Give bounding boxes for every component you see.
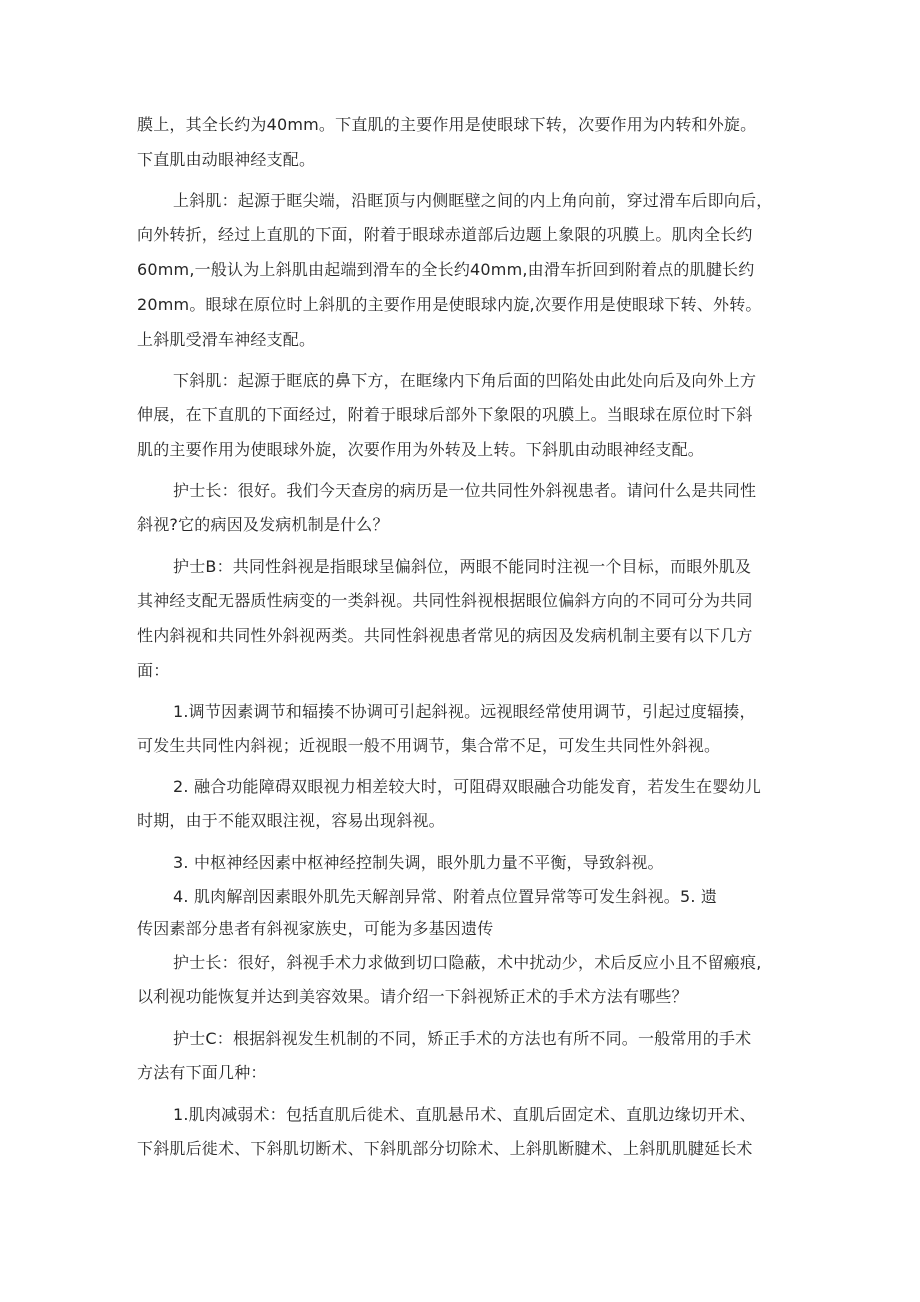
text-line: 向外转折，经过上直肌的下面，附着于眼球赤道部后边题上象限的巩膜上。肌肉全长约: [137, 225, 753, 244]
text-line: 护士C：根据斜视发生机制的不同，矫正手术的方法也有所不同。一般常用的手术: [173, 1029, 752, 1048]
text-line: 其神经支配无器质性病变的一类斜视。共同性斜视根据眼位偏斜方向的不同可分为共同: [137, 591, 753, 610]
text-line: 60mm,一般认为上斜肌由起端到滑车的全长约40mm,由滑车折回到附着点的肌腱长约: [137, 260, 755, 279]
text-line: 面：: [137, 661, 170, 680]
text-line: 方法有下面几种：: [137, 1063, 267, 1082]
text-line: 下斜肌：起源于眶底的鼻下方，在眶缘内下角后面的凹陷处由此处向后及向外上方: [173, 371, 757, 390]
text-line: 4. 肌肉解剖因素眼外肌先天解剖异常、附着点位置异常等可发生斜视。5. 遗: [173, 887, 718, 906]
text-line: 护士B：共同性斜视是指眼球呈偏斜位，两眼不能同时注视一个目标，而眼外肌及: [173, 557, 752, 576]
text-line: 下斜肌后徙术、下斜肌切断术、下斜肌部分切除术、上斜肌断腱术、上斜肌肌腱延长术: [137, 1139, 753, 1158]
text-line: 传因素部分患者有斜视家族史，可能为多基因遗传: [137, 919, 494, 938]
text-line: 肌的主要作用为使眼球外旋，次要作用为外转及上转。下斜肌由动眼神经支配。: [137, 440, 705, 459]
text-line: 时期，由于不能双眼注视，容易出现斜视。: [137, 811, 445, 830]
text-line: 1.肌肉减弱术：包括直肌后徙术、直肌悬吊术、直肌后固定术、直肌边缘切开术、: [173, 1105, 756, 1124]
text-line: 斜视?它的病因及发病机制是什么？: [137, 515, 389, 534]
text-line: 以利视功能恢复并达到美容效果。请介绍一下斜视矫正术的手术方法有哪些？: [137, 987, 688, 1006]
text-line: 3. 中枢神经因素中枢神经控制失调，眼外肌力量不平衡，导致斜视。: [173, 853, 664, 872]
text-line: 下直肌由动眼神经支配。: [137, 150, 316, 169]
text-line: 护士长：很好，斜视手术力求做到切口隐蔽，术中扰动少，术后反应小且不留瘢痕,: [173, 953, 762, 972]
text-line: 性内斜视和共同性外斜视两类。共同性斜视患者常见的病因及发病机制主要有以下几方: [137, 626, 753, 645]
text-line: 上斜肌受滑车神经支配。: [137, 330, 316, 349]
text-line: 伸展，在下直肌的下面经过，附着于眼球后部外下象限的巩膜上。当眼球在原位时下斜: [137, 405, 753, 424]
text-line: 可发生共同性内斜视；近视眼一般不用调节，集合常不足，可发生共同性外斜视。: [137, 736, 721, 755]
text-line: 护士长：很好。我们今天查房的病历是一位共同性外斜视患者。请问什么是共同性: [173, 481, 757, 500]
text-line: 膜上，其全长约为40mm。下直肌的主要作用是使眼球下转，次要作用为内转和外旋。: [137, 115, 757, 134]
text-line: 20mm。眼球在原位时上斜肌的主要作用是使眼球内旋,次要作用是使眼球下转、外转。: [137, 295, 762, 314]
text-line: 上斜肌：起源于眶尖端，沿眶顶与内侧眶壁之间的内上角向前，穿过滑车后即向后，: [173, 191, 773, 210]
text-line: 2. 融合功能障碍双眼视力相差较大时，可阻碍双眼融合功能发育，若发生在婴幼儿: [173, 777, 761, 796]
text-line: 1.调节因素调节和辐揍不协调可引起斜视。远视眼经常使用调节，引起过度辐揍，: [173, 702, 756, 721]
